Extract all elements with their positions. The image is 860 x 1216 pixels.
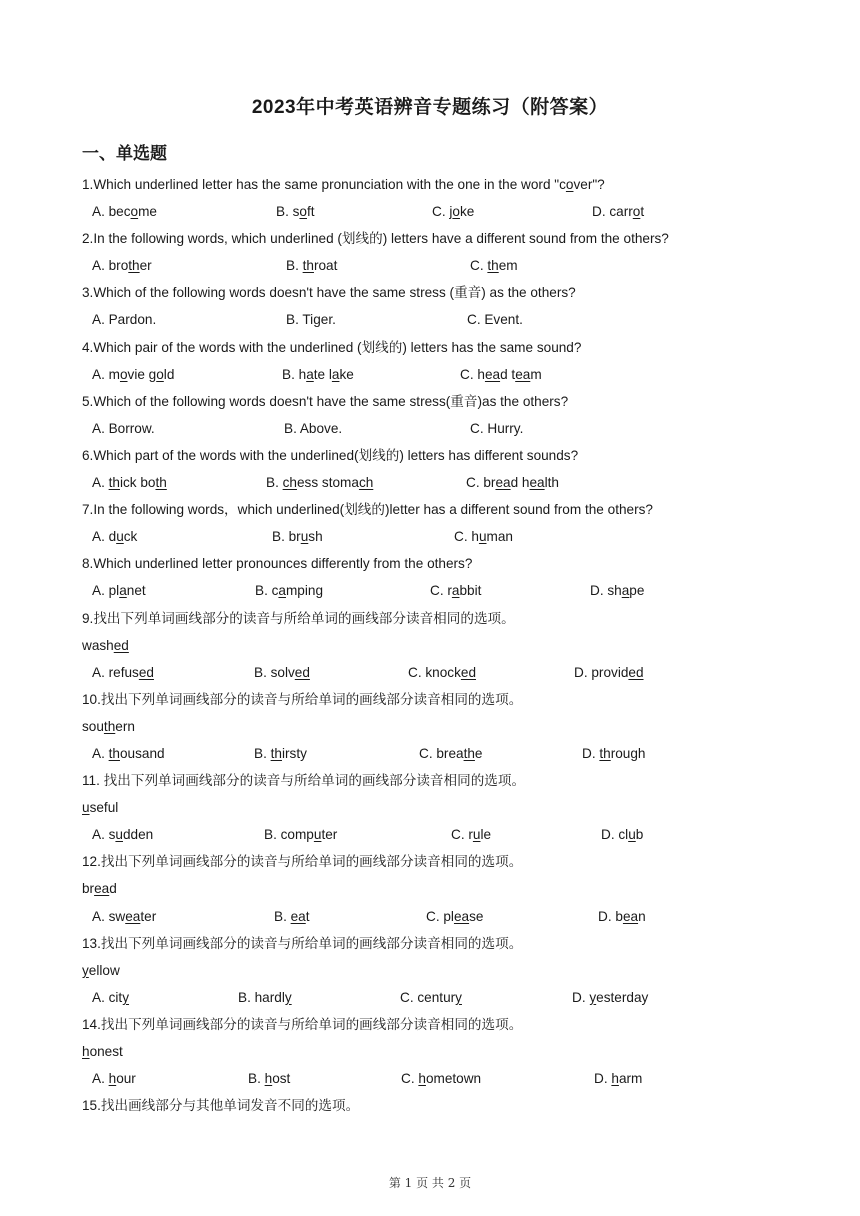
text-segment: ousand	[119, 745, 165, 761]
text-segment: 4.Which pair of the words with the underlined (划线的) letters has the same sound?	[82, 339, 582, 355]
question-stem	[82, 608, 782, 635]
answer-option[interactable]	[408, 662, 476, 684]
text-segment: d t	[500, 366, 516, 382]
text-segment: esterday	[596, 989, 649, 1005]
options-row	[82, 1068, 782, 1095]
underlined-letters: th	[487, 258, 499, 274]
text-segment: B. c	[255, 583, 279, 599]
text-segment: ck	[123, 529, 138, 545]
underlined-letters: a	[119, 583, 127, 599]
text-segment: A. d	[92, 529, 117, 545]
underlined-letters: u	[82, 800, 90, 816]
given-word	[82, 878, 782, 905]
answer-option[interactable]	[454, 526, 513, 548]
underlined-letters: u	[115, 827, 123, 843]
answer-option[interactable]	[92, 743, 165, 765]
underlined-letters: ea	[515, 366, 531, 382]
text-segment: ke	[459, 204, 475, 220]
underlined-letters: u	[300, 529, 309, 545]
answer-option[interactable]	[264, 824, 337, 846]
answer-option[interactable]	[426, 906, 483, 928]
underlined-letters: ea	[453, 908, 470, 924]
text-segment: 10.找出下列单词画线部分的读音与所给单词的画线部分读音相同的选项。	[82, 691, 523, 707]
text-segment: 13.找出下列单词画线部分的读音与所给单词的画线部分读音相同的选项。	[82, 935, 523, 951]
underlined-letters: ch	[358, 475, 374, 491]
answer-option[interactable]	[92, 906, 156, 928]
answer-option[interactable]	[92, 472, 167, 494]
text-segment: 14.找出下列单词画线部分的读音与所给单词的画线部分读音相同的选项。	[82, 1016, 523, 1032]
answer-option[interactable]	[574, 662, 644, 684]
text-segment: dden	[122, 827, 154, 843]
answer-option[interactable]	[238, 987, 292, 1009]
given-word	[82, 797, 782, 824]
text-segment: 12.找出下列单词画线部分的读音与所给单词的画线部分读音相同的选项。	[82, 854, 523, 870]
text-segment: D.	[582, 745, 600, 761]
answer-option[interactable]	[451, 824, 491, 846]
options-row	[82, 743, 782, 770]
text-segment: ick bo	[119, 475, 156, 491]
text-segment: pe	[629, 583, 645, 599]
section-heading: 一、单选题	[82, 144, 167, 163]
options-row	[82, 662, 782, 689]
options-row	[82, 309, 782, 336]
text-segment: em	[498, 258, 518, 274]
text-segment: A. refus	[92, 664, 139, 680]
text-segment: B.	[266, 475, 283, 491]
underlined-letters: a	[331, 366, 340, 382]
answer-option[interactable]	[401, 1068, 481, 1090]
options-row	[82, 472, 782, 499]
underlined-letters: ea	[495, 475, 511, 491]
options-row	[82, 526, 782, 553]
underlined-letters: ed	[113, 637, 129, 653]
text-segment: D.	[572, 989, 590, 1005]
underlined-letters: ea	[94, 881, 110, 897]
text-segment: A. bec	[92, 204, 131, 220]
text-segment: A.	[92, 745, 109, 761]
answer-option[interactable]	[92, 255, 152, 277]
answer-option[interactable]	[266, 472, 373, 494]
options-row	[82, 580, 782, 607]
question-stem	[82, 689, 782, 716]
underlined-letters: o	[452, 204, 460, 220]
text-segment: C.	[401, 1071, 419, 1087]
answer-option[interactable]	[92, 364, 174, 386]
options-row	[82, 255, 782, 282]
text-segment: n	[638, 908, 646, 924]
text-segment: d	[109, 881, 117, 897]
text-segment: ter	[140, 908, 157, 924]
answer-option[interactable]	[92, 201, 157, 223]
text-segment: sh	[308, 529, 323, 545]
text-segment: B.	[254, 745, 271, 761]
underlined-letters: th	[155, 475, 167, 491]
underlined-letters: o	[632, 204, 641, 220]
answer-option[interactable]	[272, 526, 323, 548]
answer-option[interactable]	[92, 824, 153, 846]
answer-option[interactable]	[430, 580, 481, 602]
text-segment: A. sw	[92, 908, 126, 924]
text-segment: sou	[82, 718, 104, 734]
options-row	[82, 987, 782, 1014]
answer-option[interactable]	[286, 309, 336, 331]
text-segment: C. knock	[408, 664, 461, 680]
answer-option[interactable]	[467, 309, 523, 331]
text-segment: 3.Which of the following words doesn't have the same stress (重音) as the others?	[82, 285, 576, 301]
text-segment: t	[640, 204, 645, 220]
text-segment: B. comp	[264, 827, 314, 843]
text-segment: net	[126, 583, 146, 599]
question-stem	[82, 553, 782, 580]
text-segment: 2.In the following words, which underlined (划线的) letters have a different sound from the others?	[82, 231, 669, 247]
answer-option[interactable]	[582, 743, 646, 765]
text-segment: ld	[163, 366, 175, 382]
underlined-letters: o	[299, 204, 307, 220]
options-row	[82, 906, 782, 933]
text-segment: ometown	[425, 1071, 482, 1087]
text-segment: B. hardl	[238, 989, 285, 1005]
text-segment: C. r	[451, 827, 473, 843]
underlined-letters: h	[108, 1071, 117, 1087]
underlined-letters: th	[108, 475, 120, 491]
answer-option[interactable]	[594, 1068, 642, 1090]
text-segment: A.	[92, 1071, 109, 1087]
answer-option[interactable]	[92, 309, 156, 331]
underlined-letters: ea	[484, 366, 501, 382]
text-segment: 9.找出下列单词画线部分的读音与所给单词的画线部分读音相同的选项。	[82, 610, 515, 626]
text-segment: ellow	[88, 962, 120, 978]
answer-option[interactable]	[92, 1068, 136, 1090]
question-stem	[82, 770, 782, 797]
text-segment: vie g	[127, 366, 157, 382]
text-segment: ver"?	[573, 177, 605, 192]
answer-option[interactable]	[572, 987, 648, 1009]
text-segment: D. cl	[601, 827, 629, 843]
text-segment: A. Pardon.	[92, 312, 157, 328]
underlined-letters: ea	[125, 908, 141, 924]
answer-option[interactable]	[601, 824, 643, 846]
text-segment: 7.In the following words，which underlined(划线的)letter has a different sound from the others?	[82, 502, 653, 518]
text-segment: our	[116, 1071, 136, 1087]
underlined-letters: u	[313, 827, 322, 843]
text-segment: C. r	[430, 583, 452, 599]
text-segment: A. cit	[92, 989, 123, 1005]
underlined-letters: o	[119, 366, 128, 382]
text-segment: e	[474, 745, 483, 761]
text-segment: B. Above.	[284, 420, 343, 436]
answer-option[interactable]	[460, 364, 542, 386]
underlined-letters: u	[472, 827, 481, 843]
text-segment: man	[486, 529, 513, 545]
underlined-letters: ch	[282, 475, 297, 491]
answer-option[interactable]	[598, 906, 646, 928]
text-segment: bbit	[459, 583, 482, 599]
underlined-letters: o	[130, 204, 139, 220]
text-segment: br	[82, 881, 95, 897]
text-segment: ess stoma	[296, 475, 359, 491]
underlined-letters: y	[589, 989, 597, 1005]
question-stem	[82, 445, 782, 472]
text-segment: te l	[313, 366, 332, 382]
text-segment: ter	[321, 827, 338, 843]
underlined-letters: h	[418, 1071, 426, 1087]
text-segment: B. br	[272, 529, 301, 545]
text-segment: C. Event.	[467, 312, 523, 328]
text-segment: 11. 找出下列单词画线部分的读音与所给单词的画线部分读音相同的选项。	[82, 773, 526, 789]
text-segment: D.	[594, 1071, 612, 1087]
text-segment: C. h	[454, 529, 479, 545]
underlined-letters: y	[455, 989, 462, 1005]
underlined-letters: th	[302, 258, 314, 274]
question-stem	[82, 391, 782, 418]
page-footer: 第 1 页 共 2 页	[388, 1176, 472, 1190]
text-segment: C. j	[432, 204, 453, 220]
text-segment: C. h	[460, 366, 485, 382]
text-segment: ern	[115, 718, 135, 734]
underlined-letters: th	[128, 258, 140, 274]
underlined-letters: a	[278, 583, 286, 599]
underlined-letters: y	[82, 962, 89, 978]
question-stem	[82, 282, 782, 309]
text-segment: 8.Which underlined letter pronounces differently from the others?	[82, 556, 473, 572]
answer-option[interactable]	[274, 906, 310, 928]
underlined-letters: h	[82, 1044, 90, 1059]
answer-option[interactable]	[282, 364, 354, 386]
underlined-letters: u	[628, 827, 636, 843]
answer-option[interactable]	[286, 255, 337, 277]
text-segment: C. brea	[419, 745, 464, 761]
answer-option[interactable]	[590, 580, 644, 602]
answer-option[interactable]	[92, 987, 129, 1009]
underlined-letters: ea	[290, 908, 306, 924]
text-segment: A. Borrow.	[92, 420, 155, 436]
underlined-letters: a	[306, 366, 314, 382]
text-segment: A. pl	[92, 583, 120, 599]
options-row	[82, 824, 782, 851]
text-segment: ft	[306, 204, 315, 220]
question-stem	[82, 1014, 782, 1041]
text-segment: B.	[248, 1071, 265, 1087]
answer-option[interactable]	[470, 255, 518, 277]
options-row	[82, 201, 782, 228]
text-segment: me	[138, 204, 157, 220]
document-title: 2023年中考英语辨音专题练习（附答案）	[251, 97, 609, 118]
underlined-letters: th	[103, 718, 116, 734]
text-segment: A. m	[92, 366, 120, 382]
text-segment: m	[530, 366, 542, 382]
question-stem	[82, 933, 782, 960]
answer-option[interactable]	[466, 472, 559, 494]
text-segment: wash	[82, 637, 114, 653]
given-word	[82, 716, 782, 743]
text-segment: D. provid	[574, 664, 629, 680]
underlined-letters: a	[451, 583, 460, 599]
underlined-letters: th	[463, 745, 475, 761]
text-segment: se	[469, 908, 484, 924]
text-segment: roat	[313, 258, 338, 274]
text-segment: 6.Which part of the words with the underlined(划线的) letters has different sounds?	[82, 447, 579, 463]
answer-option[interactable]	[432, 201, 474, 223]
underlined-letters: h	[611, 1071, 619, 1087]
text-segment: le	[480, 827, 492, 843]
answer-option[interactable]	[592, 201, 644, 223]
underlined-letters: ed	[460, 664, 477, 680]
options-row	[82, 418, 782, 445]
text-segment: er	[139, 258, 152, 274]
text-segment: D. carr	[592, 204, 633, 220]
text-segment: D. sh	[590, 583, 622, 599]
text-segment: C. centur	[400, 989, 456, 1005]
text-segment: onest	[89, 1044, 123, 1059]
text-segment: C. Hurry.	[470, 420, 524, 436]
underlined-letters: h	[264, 1071, 273, 1087]
underlined-letters: u	[116, 529, 124, 545]
text-segment: t	[305, 908, 310, 924]
text-segment: C. pl	[426, 908, 454, 924]
text-segment: B.	[274, 908, 291, 924]
text-segment: ost	[272, 1071, 291, 1087]
answer-option[interactable]	[284, 418, 342, 440]
text-segment: B. solv	[254, 664, 295, 680]
underlined-letters: th	[108, 745, 120, 761]
given-word	[82, 1041, 782, 1068]
underlined-letters: y	[122, 989, 130, 1005]
underlined-letters: th	[599, 745, 611, 761]
question-list	[82, 174, 782, 1122]
answer-option[interactable]	[254, 662, 310, 684]
underlined-letters: ea	[529, 475, 545, 491]
question-stem	[82, 228, 782, 255]
answer-option[interactable]	[92, 662, 154, 684]
text-segment: ke	[339, 366, 354, 382]
underlined-letters: o	[565, 177, 574, 192]
text-segment: 5.Which of the following words doesn't have the same stress(重音)as the others?	[82, 393, 569, 409]
answer-option[interactable]	[276, 201, 315, 223]
text-segment: A. bro	[92, 258, 129, 274]
options-row	[82, 364, 782, 391]
text-segment: C.	[470, 258, 488, 274]
underlined-letters: o	[156, 366, 164, 382]
text-segment: seful	[89, 800, 119, 816]
answer-option[interactable]	[92, 580, 146, 602]
text-segment: d h	[510, 475, 530, 491]
text-segment: mping	[285, 583, 324, 599]
text-segment: A. s	[92, 827, 116, 843]
answer-option[interactable]	[255, 580, 323, 602]
underlined-letters: ed	[138, 664, 154, 680]
question-stem	[82, 1095, 782, 1122]
answer-option[interactable]	[254, 743, 307, 765]
question-stem	[82, 851, 782, 878]
answer-option[interactable]	[92, 418, 155, 440]
text-segment: lth	[544, 475, 559, 491]
text-segment: B. s	[276, 204, 300, 220]
answer-option[interactable]	[419, 743, 482, 765]
text-segment: B.	[286, 258, 303, 274]
question-stem	[82, 337, 782, 364]
underlined-letters: a	[621, 583, 630, 599]
text-segment: C. br	[466, 475, 496, 491]
text-segment: rough	[610, 745, 646, 761]
answer-option[interactable]	[470, 418, 523, 440]
given-word	[82, 960, 782, 987]
text-segment: D. b	[598, 908, 623, 924]
given-word	[82, 635, 782, 662]
underlined-letters: ed	[628, 664, 644, 680]
text-segment: B. Tiger.	[286, 312, 336, 328]
text-segment: B. h	[282, 366, 307, 382]
text-segment: b	[635, 827, 644, 843]
text-segment: irsty	[281, 745, 307, 761]
answer-option[interactable]	[248, 1068, 290, 1090]
underlined-letters: u	[478, 529, 487, 545]
answer-option[interactable]	[92, 526, 137, 548]
underlined-letters: ea	[622, 908, 639, 924]
text-segment: 15.找出画线部分与其他单词发音不同的选项。	[82, 1098, 360, 1114]
answer-option[interactable]	[400, 987, 462, 1009]
underlined-letters: ed	[294, 664, 310, 680]
text-segment: A.	[92, 475, 109, 491]
text-segment: arm	[618, 1071, 643, 1087]
question-stem	[82, 499, 782, 526]
underlined-letters: y	[284, 989, 292, 1005]
text-segment: 1.Which underlined letter has the same pronunciation with the one in the word "c	[82, 177, 566, 192]
question-stem	[82, 174, 782, 201]
underlined-letters: th	[270, 745, 282, 761]
